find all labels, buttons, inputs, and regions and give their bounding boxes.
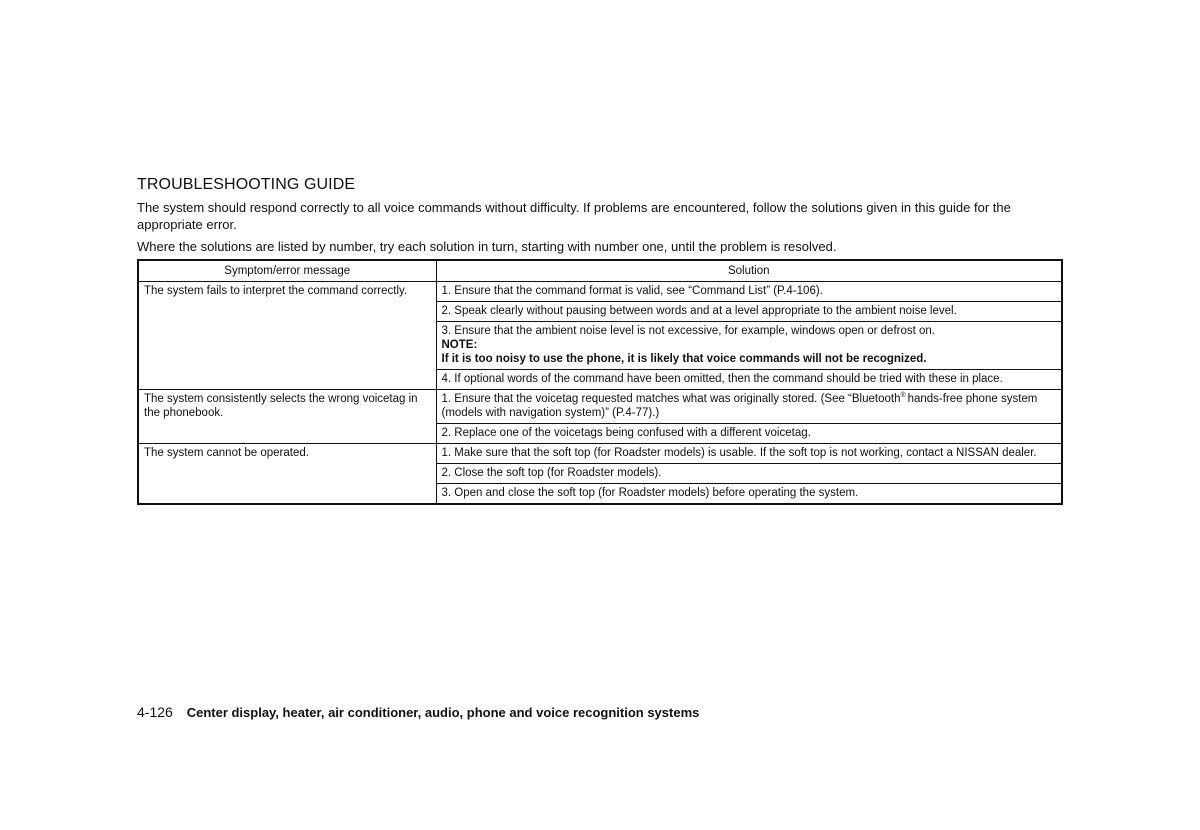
solution-cell xyxy=(436,390,1062,424)
symptom-cell: The system consistently selects the wrong voicetag in the phonebook. xyxy=(138,390,436,444)
intro-paragraph: The system should respond correctly to all voice commands without difficulty. If problems are encountered, follow the solutions given in this guide for the appropriate error. xyxy=(137,200,1011,232)
instruction-paragraph: Where the solutions are listed by number, try each solution in turn, starting with number one, until the problem is resolved. xyxy=(137,239,837,254)
solution-cell: 2. Close the soft top (for Roadster models). xyxy=(436,464,1062,484)
table-row xyxy=(138,390,1062,424)
solution-cell: 3. Open and close the soft top (for Roadster models) before operating the system. xyxy=(436,484,1062,505)
section-title: TROUBLESHOOTING GUIDE xyxy=(137,176,356,193)
symptom-cell: The system cannot be operated. xyxy=(138,444,436,505)
solution-text: 1. Ensure that the voicetag requested matches what was originally stored. (See “Bluetooth xyxy=(441,393,901,405)
symptom-cell: The system fails to interpret the command correctly. xyxy=(138,282,436,390)
symptom-column-header: Symptom/error message xyxy=(138,260,436,282)
solution-text: hands-free phone system (models with navigation system)” (P.4-77).) xyxy=(441,393,1038,419)
registered-mark: ® xyxy=(900,392,908,400)
solution-cell: 1. Ensure that the command format is valid, see “Command List” (P.4-106). xyxy=(436,282,1062,302)
solution-cell: 4. If optional words of the command have been omitted, then the command should be tried with these in place. xyxy=(436,370,1062,390)
solution-cell: 2. Speak clearly without pausing between words and at a level appropriate to the ambient noise level. xyxy=(436,302,1062,322)
note-label: NOTE: xyxy=(441,339,478,351)
page-number: 4-126 xyxy=(137,704,173,720)
troubleshooting-table xyxy=(137,259,1063,505)
note-text: If it is too noisy to use the phone, it is likely that voice commands will not be recognized. xyxy=(441,353,927,365)
solution-cell: 1. Make sure that the soft top (for Roadster models) is usable. If the soft top is not working, contact a NISSAN dealer. xyxy=(436,444,1062,464)
table-row xyxy=(138,444,1062,464)
page-footer xyxy=(137,704,699,720)
solution-cell: 2. Replace one of the voicetags being confused with a different voicetag. xyxy=(436,424,1062,444)
chapter-title: Center display, heater, air conditioner, audio, phone and voice recognition systems xyxy=(186,705,700,720)
table-header-row xyxy=(138,260,1062,282)
table-row xyxy=(138,282,1062,302)
solution-text: 3. Ensure that the ambient noise level is not excessive, for example, windows open or defrost on. xyxy=(441,325,935,337)
solution-cell xyxy=(436,322,1062,370)
solution-column-header: Solution xyxy=(436,260,1062,282)
